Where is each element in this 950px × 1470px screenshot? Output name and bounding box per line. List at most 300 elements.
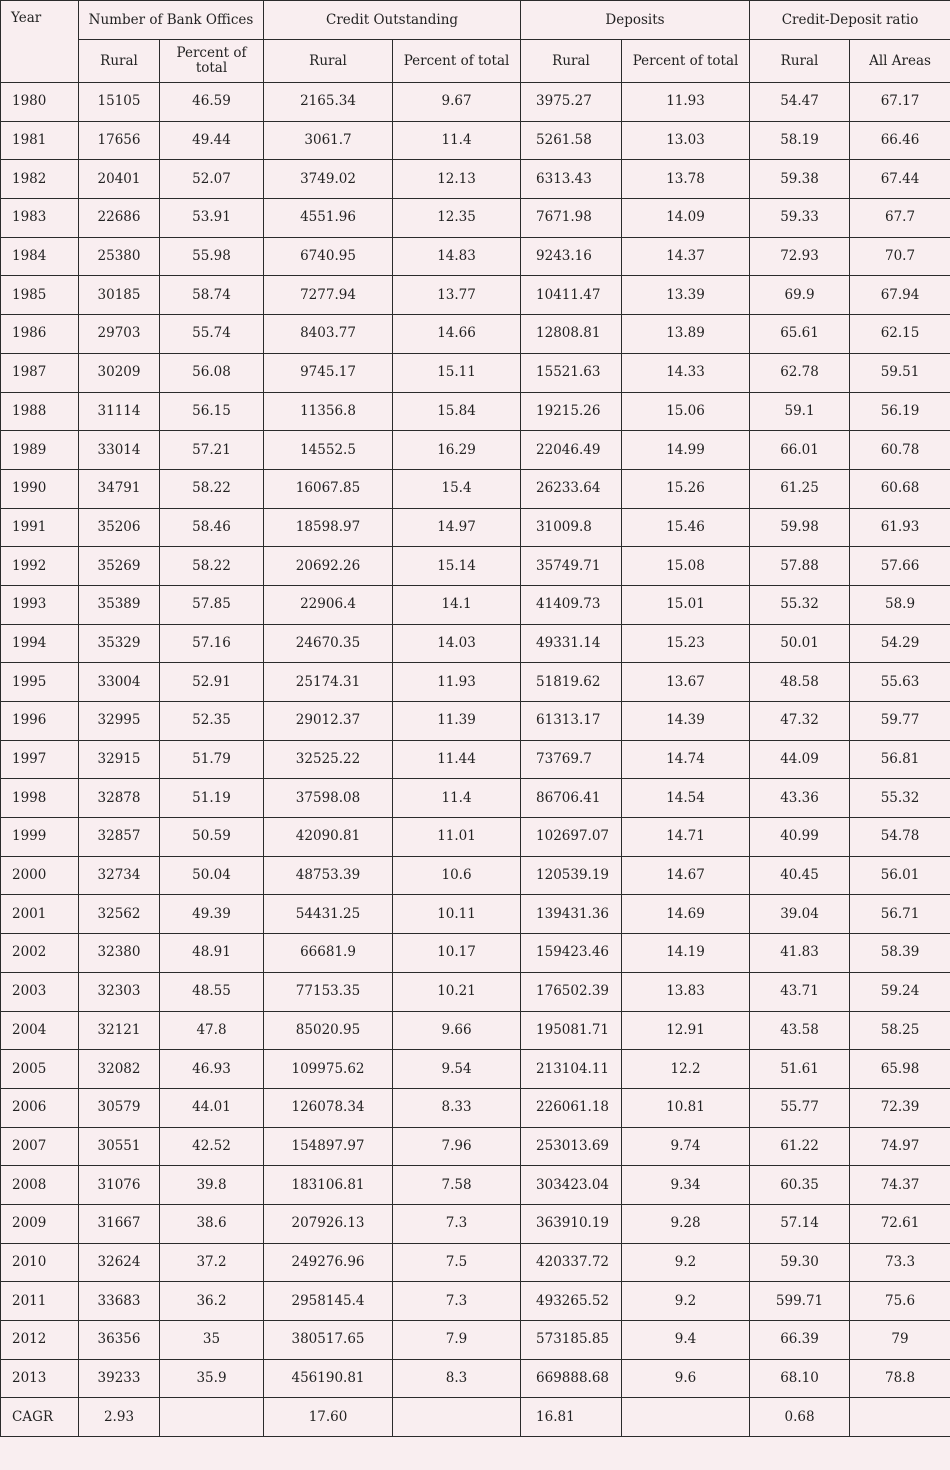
year-cell: 1988 (1, 392, 79, 431)
cagr-empty-cell (393, 1398, 521, 1437)
bank-offices-rural-cell: 33014 (79, 431, 160, 470)
deposits-percent-header: Percent of total (622, 40, 750, 83)
cd-ratio-rural-cell: 66.39 (750, 1321, 850, 1360)
cd-ratio-rural-cell: 599.71 (750, 1282, 850, 1321)
deposits-percent-cell: 15.06 (622, 392, 750, 431)
table-row (1, 392, 950, 431)
year-cell: 1984 (1, 237, 79, 276)
year-cell: 2011 (1, 1282, 79, 1321)
deposits-rural-cell: 22046.49 (521, 431, 622, 470)
table-row (1, 702, 950, 741)
table-row (1, 1204, 950, 1243)
bank-offices-percent-cell: 58.22 (160, 469, 264, 508)
deposits-percent-cell: 13.03 (622, 121, 750, 160)
year-cell: 1991 (1, 508, 79, 547)
cd-ratio-rural-cell: 59.33 (750, 199, 850, 238)
bank-offices-percent-cell: 44.01 (160, 1088, 264, 1127)
bank-offices-header: Number of Bank Offices (79, 1, 264, 40)
deposits-rural-cell: 7671.98 (521, 199, 622, 238)
cd-ratio-rural-cell: 39.04 (750, 895, 850, 934)
credit-percent-cell: 11.44 (393, 740, 521, 779)
deposits-percent-cell: 12.2 (622, 1050, 750, 1089)
bank-offices-percent-cell: 48.55 (160, 972, 264, 1011)
bank-offices-percent-cell: 57.16 (160, 624, 264, 663)
credit-percent-cell: 14.97 (393, 508, 521, 547)
credit-percent-cell: 15.14 (393, 547, 521, 586)
credit-percent-cell: 10.21 (393, 972, 521, 1011)
year-cell: 2000 (1, 856, 79, 895)
cagr-empty-cell (622, 1398, 750, 1437)
deposits-percent-cell: 13.39 (622, 276, 750, 315)
year-header: Year (1, 1, 79, 83)
cagr-cd-ratio: 0.68 (750, 1398, 850, 1437)
bank-offices-rural-cell: 20401 (79, 160, 160, 199)
credit-rural-cell: 126078.34 (264, 1088, 393, 1127)
cd-ratio-all-areas-cell: 54.29 (850, 624, 950, 663)
deposits-rural-cell: 363910.19 (521, 1204, 622, 1243)
table-row (1, 818, 950, 857)
cd-ratio-all-areas-cell: 65.98 (850, 1050, 950, 1089)
deposits-rural-cell: 493265.52 (521, 1282, 622, 1321)
table-row (1, 1282, 950, 1321)
credit-rural-cell: 380517.65 (264, 1321, 393, 1360)
bank-offices-rural-cell: 30579 (79, 1088, 160, 1127)
cd-ratio-rural-cell: 54.47 (750, 83, 850, 122)
deposits-rural-cell: 10411.47 (521, 276, 622, 315)
table-row (1, 1243, 950, 1282)
table-row (1, 1321, 950, 1360)
credit-percent-cell: 8.33 (393, 1088, 521, 1127)
credit-outstanding-header: Credit Outstanding (264, 1, 521, 40)
deposits-percent-cell: 15.46 (622, 508, 750, 547)
table-row (1, 779, 950, 818)
cd-ratio-rural-cell: 66.01 (750, 431, 850, 470)
bank-offices-rural-cell: 17656 (79, 121, 160, 160)
deposits-percent-cell: 14.37 (622, 237, 750, 276)
credit-percent-cell: 10.6 (393, 856, 521, 895)
deposits-percent-cell: 14.69 (622, 895, 750, 934)
bank-offices-percent-cell: 35.9 (160, 1359, 264, 1398)
credit-rural-cell: 11356.8 (264, 392, 393, 431)
credit-percent-cell: 9.54 (393, 1050, 521, 1089)
cd-ratio-all-areas-cell: 60.78 (850, 431, 950, 470)
credit-percent-cell: 14.03 (393, 624, 521, 663)
table-row (1, 1127, 950, 1166)
bank-offices-rural-cell: 15105 (79, 83, 160, 122)
deposits-percent-cell: 13.89 (622, 315, 750, 354)
cd-ratio-all-areas-cell: 55.32 (850, 779, 950, 818)
credit-percent-cell: 7.5 (393, 1243, 521, 1282)
deposits-percent-cell: 14.39 (622, 702, 750, 741)
bank-offices-percent-cell: 52.91 (160, 663, 264, 702)
deposits-percent-cell: 9.4 (622, 1321, 750, 1360)
credit-percent-cell: 12.35 (393, 199, 521, 238)
bank-offices-rural-cell: 30185 (79, 276, 160, 315)
credit-percent-cell: 14.66 (393, 315, 521, 354)
deposits-percent-cell: 9.28 (622, 1204, 750, 1243)
credit-rural-cell: 207926.13 (264, 1204, 393, 1243)
deposits-percent-cell: 9.74 (622, 1127, 750, 1166)
bank-offices-percent-cell: 49.44 (160, 121, 264, 160)
deposits-rural-cell: 213104.11 (521, 1050, 622, 1089)
bank-offices-percent-cell: 57.21 (160, 431, 264, 470)
credit-percent-cell: 9.66 (393, 1011, 521, 1050)
cagr-row (1, 1398, 950, 1437)
bank-offices-percent-cell: 38.6 (160, 1204, 264, 1243)
year-cell: 1998 (1, 779, 79, 818)
cd-ratio-all-areas-cell: 59.77 (850, 702, 950, 741)
credit-percent-cell: 7.3 (393, 1282, 521, 1321)
year-cell: 2005 (1, 1050, 79, 1089)
bank-offices-percent-cell: 53.91 (160, 199, 264, 238)
table-row (1, 895, 950, 934)
cd-ratio-all-areas-cell: 57.66 (850, 547, 950, 586)
bank-offices-rural-cell: 35389 (79, 585, 160, 624)
year-cell: 1997 (1, 740, 79, 779)
bank-offices-percent-cell: 46.59 (160, 83, 264, 122)
cd-ratio-rural-cell: 65.61 (750, 315, 850, 354)
bank-offices-percent-cell: 39.8 (160, 1166, 264, 1205)
credit-rural-cell: 37598.08 (264, 779, 393, 818)
cd-ratio-rural-cell: 61.22 (750, 1127, 850, 1166)
cd-ratio-all-areas-cell: 73.3 (850, 1243, 950, 1282)
cd-ratio-rural-cell: 59.98 (750, 508, 850, 547)
bank-offices-rural-cell: 35206 (79, 508, 160, 547)
credit-rural-cell: 7277.94 (264, 276, 393, 315)
cd-ratio-rural-cell: 60.35 (750, 1166, 850, 1205)
credit-percent-header: Percent of total (393, 40, 521, 83)
deposits-percent-cell: 11.93 (622, 83, 750, 122)
year-cell: 1989 (1, 431, 79, 470)
deposits-rural-cell: 226061.18 (521, 1088, 622, 1127)
cd-ratio-rural-cell: 48.58 (750, 663, 850, 702)
credit-rural-cell: 24670.35 (264, 624, 393, 663)
cd-ratio-rural-cell: 62.78 (750, 353, 850, 392)
deposits-rural-cell: 6313.43 (521, 160, 622, 199)
deposits-percent-cell: 9.2 (622, 1282, 750, 1321)
credit-rural-cell: 456190.81 (264, 1359, 393, 1398)
year-cell: 1996 (1, 702, 79, 741)
credit-rural-cell: 3749.02 (264, 160, 393, 199)
deposits-percent-cell: 9.2 (622, 1243, 750, 1282)
year-cell: 1994 (1, 624, 79, 663)
cd-ratio-all-areas-cell: 78.8 (850, 1359, 950, 1398)
deposits-rural-cell: 49331.14 (521, 624, 622, 663)
deposits-percent-cell: 10.81 (622, 1088, 750, 1127)
credit-percent-cell: 15.11 (393, 353, 521, 392)
cd-ratio-all-areas-cell: 55.63 (850, 663, 950, 702)
cd-ratio-rural-cell: 57.14 (750, 1204, 850, 1243)
credit-rural-cell: 85020.95 (264, 1011, 393, 1050)
cd-ratio-all-areas-cell: 67.44 (850, 160, 950, 199)
cd-ratio-all-areas-cell: 67.7 (850, 199, 950, 238)
credit-percent-cell: 12.13 (393, 160, 521, 199)
credit-percent-cell: 11.93 (393, 663, 521, 702)
credit-rural-cell: 9745.17 (264, 353, 393, 392)
bank-offices-rural-cell: 30551 (79, 1127, 160, 1166)
cd-ratio-rural-cell: 59.1 (750, 392, 850, 431)
cd-ratio-all-areas-cell: 56.19 (850, 392, 950, 431)
year-cell: 2010 (1, 1243, 79, 1282)
cd-ratio-all-areas-header: All Areas (850, 40, 950, 83)
bank-offices-percent-cell: 50.59 (160, 818, 264, 857)
bank-offices-percent-cell: 56.08 (160, 353, 264, 392)
table-body (1, 83, 950, 1398)
deposits-percent-cell: 14.19 (622, 934, 750, 973)
table-row (1, 663, 950, 702)
credit-rural-cell: 2165.34 (264, 83, 393, 122)
bank-offices-rural-cell: 31076 (79, 1166, 160, 1205)
deposits-rural-cell: 195081.71 (521, 1011, 622, 1050)
cd-ratio-all-areas-cell: 75.6 (850, 1282, 950, 1321)
year-cell: 1982 (1, 160, 79, 199)
credit-rural-cell: 2958145.4 (264, 1282, 393, 1321)
year-cell: 2007 (1, 1127, 79, 1166)
table-row (1, 469, 950, 508)
deposits-percent-cell: 15.08 (622, 547, 750, 586)
cd-ratio-all-areas-cell: 56.01 (850, 856, 950, 895)
year-cell: 2001 (1, 895, 79, 934)
cd-ratio-all-areas-cell: 72.39 (850, 1088, 950, 1127)
bank-offices-percent-cell: 55.74 (160, 315, 264, 354)
cd-ratio-all-areas-cell: 72.61 (850, 1204, 950, 1243)
cd-ratio-rural-cell: 69.9 (750, 276, 850, 315)
table-row (1, 237, 950, 276)
deposits-percent-cell: 9.6 (622, 1359, 750, 1398)
bank-offices-rural-cell: 32857 (79, 818, 160, 857)
cagr-empty-cell (160, 1398, 264, 1437)
credit-percent-cell: 10.11 (393, 895, 521, 934)
cd-ratio-rural-cell: 40.99 (750, 818, 850, 857)
table-row (1, 740, 950, 779)
cd-ratio-all-areas-cell: 79 (850, 1321, 950, 1360)
bank-offices-rural-cell: 32562 (79, 895, 160, 934)
bank-offices-percent-cell: 58.46 (160, 508, 264, 547)
credit-rural-cell: 42090.81 (264, 818, 393, 857)
year-cell: 1995 (1, 663, 79, 702)
bank-offices-rural-cell: 22686 (79, 199, 160, 238)
cd-ratio-all-areas-cell: 74.37 (850, 1166, 950, 1205)
cd-ratio-rural-cell: 58.19 (750, 121, 850, 160)
deposits-percent-cell: 9.34 (622, 1166, 750, 1205)
credit-percent-cell: 7.58 (393, 1166, 521, 1205)
credit-deposit-ratio-header: Credit-Deposit ratio (750, 1, 950, 40)
deposits-rural-cell: 26233.64 (521, 469, 622, 508)
cd-ratio-rural-cell: 55.32 (750, 585, 850, 624)
bank-offices-percent-cell: 37.2 (160, 1243, 264, 1282)
table-row (1, 199, 950, 238)
credit-rural-cell: 22906.4 (264, 585, 393, 624)
deposits-percent-cell: 14.33 (622, 353, 750, 392)
bank-offices-percent-cell: 51.79 (160, 740, 264, 779)
cd-ratio-all-areas-cell: 56.81 (850, 740, 950, 779)
bank-offices-rural-cell: 32624 (79, 1243, 160, 1282)
table-row (1, 1359, 950, 1398)
bank-offices-rural-cell: 32734 (79, 856, 160, 895)
bank-offices-percent-cell: 49.39 (160, 895, 264, 934)
bank-offices-percent-cell: 35 (160, 1321, 264, 1360)
deposits-rural-cell: 159423.46 (521, 934, 622, 973)
bank-offices-percent-cell: 52.35 (160, 702, 264, 741)
deposits-rural-cell: 61313.17 (521, 702, 622, 741)
deposits-rural-cell: 573185.85 (521, 1321, 622, 1360)
deposits-rural-cell: 9243.16 (521, 237, 622, 276)
credit-rural-cell: 16067.85 (264, 469, 393, 508)
cd-ratio-rural-cell: 43.58 (750, 1011, 850, 1050)
deposits-rural-cell: 15521.63 (521, 353, 622, 392)
cd-ratio-all-areas-cell: 58.9 (850, 585, 950, 624)
cd-ratio-rural-cell: 50.01 (750, 624, 850, 663)
credit-percent-cell: 11.4 (393, 779, 521, 818)
bank-offices-rural-cell: 31114 (79, 392, 160, 431)
deposits-percent-cell: 12.91 (622, 1011, 750, 1050)
header-row-2 (1, 40, 950, 83)
table-row (1, 83, 950, 122)
cagr-label: CAGR (1, 1398, 79, 1437)
bank-offices-rural-cell: 32915 (79, 740, 160, 779)
table-row (1, 353, 950, 392)
table-row (1, 624, 950, 663)
cd-ratio-all-areas-cell: 59.51 (850, 353, 950, 392)
credit-rural-cell: 54431.25 (264, 895, 393, 934)
credit-rural-cell: 8403.77 (264, 315, 393, 354)
cagr-deposits: 16.81 (521, 1398, 622, 1437)
bank-offices-percent-cell: 51.19 (160, 779, 264, 818)
deposits-percent-cell: 13.83 (622, 972, 750, 1011)
cd-ratio-all-areas-cell: 70.7 (850, 237, 950, 276)
cagr-bank-offices: 2.93 (79, 1398, 160, 1437)
bank-offices-percent-cell: 56.15 (160, 392, 264, 431)
credit-percent-cell: 8.3 (393, 1359, 521, 1398)
credit-rural-cell: 109975.62 (264, 1050, 393, 1089)
cd-ratio-rural-cell: 40.45 (750, 856, 850, 895)
table-row (1, 1088, 950, 1127)
year-cell: 1990 (1, 469, 79, 508)
header-row-1 (1, 1, 950, 40)
cd-ratio-rural-cell: 51.61 (750, 1050, 850, 1089)
cd-ratio-all-areas-cell: 59.24 (850, 972, 950, 1011)
cd-ratio-rural-cell: 57.88 (750, 547, 850, 586)
cd-ratio-all-areas-cell: 58.39 (850, 934, 950, 973)
year-cell: 2002 (1, 934, 79, 973)
table-row (1, 508, 950, 547)
credit-percent-cell: 13.77 (393, 276, 521, 315)
cd-ratio-all-areas-cell: 54.78 (850, 818, 950, 857)
credit-percent-cell: 11.01 (393, 818, 521, 857)
table-row (1, 276, 950, 315)
credit-percent-cell: 7.9 (393, 1321, 521, 1360)
credit-rural-cell: 77153.35 (264, 972, 393, 1011)
table-row (1, 431, 950, 470)
table-row (1, 856, 950, 895)
credit-percent-cell: 10.17 (393, 934, 521, 973)
cd-ratio-rural-cell: 59.38 (750, 160, 850, 199)
year-cell: 2008 (1, 1166, 79, 1205)
cd-ratio-rural-cell: 43.36 (750, 779, 850, 818)
bank-offices-rural-header: Rural (79, 40, 160, 83)
bank-offices-percent-cell: 55.98 (160, 237, 264, 276)
deposits-percent-cell: 13.67 (622, 663, 750, 702)
bank-offices-percent-header: Percent of total (160, 40, 264, 83)
credit-rural-cell: 25174.31 (264, 663, 393, 702)
credit-percent-cell: 11.39 (393, 702, 521, 741)
bank-offices-rural-cell: 32878 (79, 779, 160, 818)
bank-offices-rural-cell: 33004 (79, 663, 160, 702)
year-cell: 1987 (1, 353, 79, 392)
cagr-empty-cell (850, 1398, 950, 1437)
deposits-rural-cell: 41409.73 (521, 585, 622, 624)
deposits-rural-cell: 120539.19 (521, 856, 622, 895)
deposits-percent-cell: 14.74 (622, 740, 750, 779)
cd-ratio-all-areas-cell: 74.97 (850, 1127, 950, 1166)
deposits-percent-cell: 15.23 (622, 624, 750, 663)
bank-offices-rural-cell: 31667 (79, 1204, 160, 1243)
deposits-rural-cell: 31009.8 (521, 508, 622, 547)
credit-rural-cell: 32525.22 (264, 740, 393, 779)
deposits-percent-cell: 14.09 (622, 199, 750, 238)
bank-offices-percent-cell: 48.91 (160, 934, 264, 973)
deposits-percent-cell: 14.99 (622, 431, 750, 470)
bank-offices-rural-cell: 32121 (79, 1011, 160, 1050)
deposits-percent-cell: 15.26 (622, 469, 750, 508)
cd-ratio-rural-cell: 55.77 (750, 1088, 850, 1127)
table-row (1, 585, 950, 624)
deposits-percent-cell: 15.01 (622, 585, 750, 624)
deposits-percent-cell: 14.71 (622, 818, 750, 857)
bank-offices-percent-cell: 50.04 (160, 856, 264, 895)
bank-offices-rural-cell: 32380 (79, 934, 160, 973)
year-cell: 1992 (1, 547, 79, 586)
table-row (1, 547, 950, 586)
bank-offices-rural-cell: 32995 (79, 702, 160, 741)
cd-ratio-rural-cell: 47.32 (750, 702, 850, 741)
cd-ratio-rural-cell: 59.30 (750, 1243, 850, 1282)
cd-ratio-all-areas-cell: 60.68 (850, 469, 950, 508)
cd-ratio-rural-cell: 61.25 (750, 469, 850, 508)
bank-offices-percent-cell: 52.07 (160, 160, 264, 199)
cagr-credit: 17.60 (264, 1398, 393, 1437)
credit-rural-cell: 183106.81 (264, 1166, 393, 1205)
bank-offices-percent-cell: 46.93 (160, 1050, 264, 1089)
credit-percent-cell: 16.29 (393, 431, 521, 470)
bank-offices-rural-cell: 33683 (79, 1282, 160, 1321)
bank-offices-rural-cell: 32082 (79, 1050, 160, 1089)
deposits-percent-cell: 13.78 (622, 160, 750, 199)
deposits-rural-cell: 73769.7 (521, 740, 622, 779)
table-row (1, 972, 950, 1011)
credit-rural-cell: 66681.9 (264, 934, 393, 973)
credit-percent-cell: 14.83 (393, 237, 521, 276)
cd-ratio-rural-cell: 72.93 (750, 237, 850, 276)
bank-offices-rural-cell: 34791 (79, 469, 160, 508)
credit-rural-cell: 154897.97 (264, 1127, 393, 1166)
year-cell: 1999 (1, 818, 79, 857)
table-row (1, 121, 950, 160)
cd-ratio-all-areas-cell: 61.93 (850, 508, 950, 547)
deposits-rural-cell: 176502.39 (521, 972, 622, 1011)
year-cell: 1981 (1, 121, 79, 160)
deposits-rural-cell: 3975.27 (521, 83, 622, 122)
credit-percent-cell: 7.96 (393, 1127, 521, 1166)
year-cell: 2006 (1, 1088, 79, 1127)
deposits-rural-cell: 420337.72 (521, 1243, 622, 1282)
year-cell: 2003 (1, 972, 79, 1011)
bank-offices-rural-cell: 32303 (79, 972, 160, 1011)
year-cell: 1993 (1, 585, 79, 624)
cd-ratio-all-areas-cell: 67.17 (850, 83, 950, 122)
year-cell: 2013 (1, 1359, 79, 1398)
bank-offices-rural-cell: 30209 (79, 353, 160, 392)
